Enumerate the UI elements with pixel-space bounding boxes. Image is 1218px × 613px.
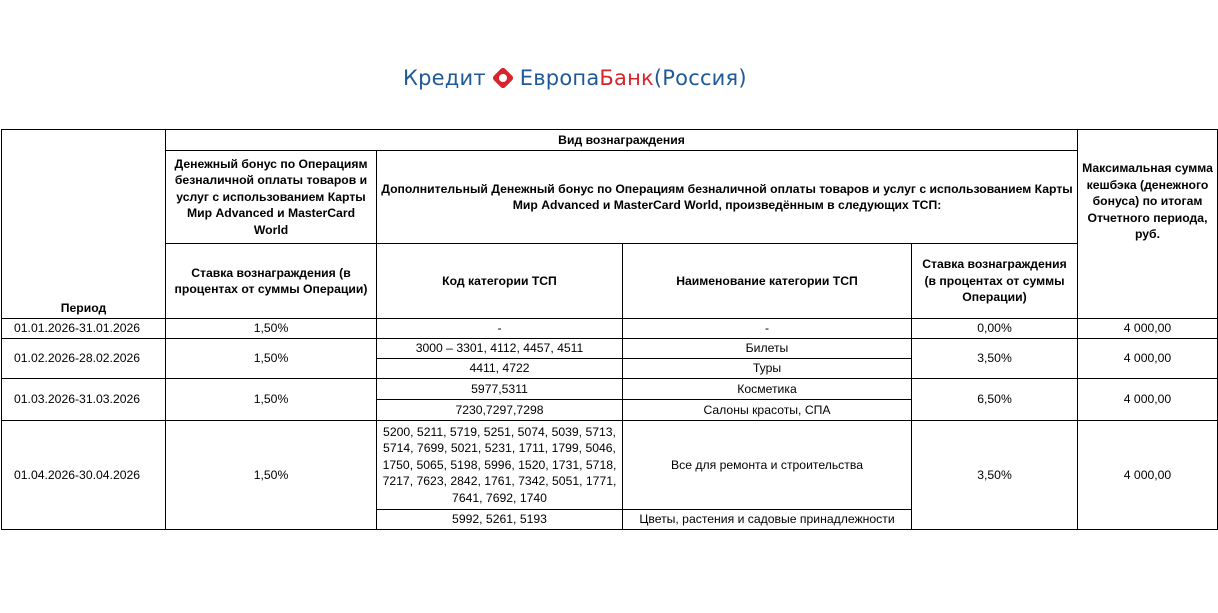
header-period: Период (2, 130, 166, 319)
header-base-rate: Ставка вознаграждения (в процентах от суммы Операции) (166, 244, 377, 319)
logo-text-credit: Кредит (403, 66, 486, 90)
extra-rate-cell: 0,00% (912, 319, 1078, 339)
mcc-name-cell: Салоны красоты, СПА (623, 400, 912, 421)
table-row (2, 421, 1218, 510)
base-rate-cell: 1,50% (166, 379, 377, 421)
mcc-code-cell: 4411, 4722 (377, 359, 623, 379)
mcc-code-cell: 3000 – 3301, 4112, 4457, 4511 (377, 339, 623, 359)
mcc-code-cell: 5977,5311 (377, 379, 623, 400)
base-rate-cell: 1,50% (166, 339, 377, 379)
cashback-table (1, 129, 1218, 530)
max-cashback-cell: 4 000,00 (1078, 319, 1218, 339)
logo-text-bank: Банк (599, 66, 654, 90)
max-cashback-cell: 4 000,00 (1078, 339, 1218, 379)
table-row (2, 379, 1218, 400)
extra-rate-cell: 3,50% (912, 421, 1078, 530)
header-reward-type: Вид вознаграждения (166, 130, 1078, 151)
header-max-cashback: Максимальная сумма кешбэка (денежного бонуса) по итогам Отчетного периода, руб. (1078, 130, 1218, 319)
mcc-code-cell: 7230,7297,7298 (377, 400, 623, 421)
mcc-name-cell: Билеты (623, 339, 912, 359)
base-rate-cell: 1,50% (166, 319, 377, 339)
mcc-name-cell: Косметика (623, 379, 912, 400)
bank-logo (403, 64, 747, 92)
base-rate-cell: 1,50% (166, 421, 377, 530)
period-cell: 01.02.2026-28.02.2026 (2, 339, 166, 379)
table-row (2, 319, 1218, 339)
period-cell: 01.03.2026-31.03.2026 (2, 379, 166, 421)
header-extra-bonus: Дополнительный Денежный бонус по Операциям безналичной оплаты товаров и услуг с использованием Карты Мир Advanced и MasterCard World, произведённым в следующих ТСП: (377, 151, 1078, 244)
logo-text-russia: (Россия) (653, 66, 747, 90)
mcc-code-cell: - (377, 319, 623, 339)
mcc-name-cell: Туры (623, 359, 912, 379)
extra-rate-cell: 3,50% (912, 339, 1078, 379)
mcc-name-cell: Все для ремонта и строительства (623, 421, 912, 510)
mcc-code-cell: 5200, 5211, 5719, 5251, 5074, 5039, 5713, 5714, 7699, 5021, 5231, 1711, 1799, 5046, 1750, 5065, 5198, 5996, 1520, 1731, 5718, 7217, 7623, 2842, 1761, 7342, 5051, 1771, 7641, 7692, 1740 (377, 421, 623, 510)
header-mcc-name: Наименование категории ТСП (623, 244, 912, 319)
header-extra-rate: Ставка вознаграждения (в процентах от суммы Операции) (912, 244, 1078, 319)
mcc-name-cell: - (623, 319, 912, 339)
logo-diamond-icon (492, 67, 514, 89)
max-cashback-cell: 4 000,00 (1078, 421, 1218, 530)
period-cell: 01.01.2026-31.01.2026 (2, 319, 166, 339)
extra-rate-cell: 6,50% (912, 379, 1078, 421)
logo-text-europa: Европа (519, 66, 600, 90)
header-mcc-code: Код категории ТСП (377, 244, 623, 319)
header-base-bonus: Денежный бонус по Операциям безналичной оплаты товаров и услуг с использованием Карты Мир Advanced и MasterCard World (166, 151, 377, 244)
mcc-name-cell: Цветы, растения и садовые принадлежности (623, 510, 912, 530)
period-cell: 01.04.2026-30.04.2026 (2, 421, 166, 530)
mcc-code-cell: 5992, 5261, 5193 (377, 510, 623, 530)
max-cashback-cell: 4 000,00 (1078, 379, 1218, 421)
table-row (2, 339, 1218, 359)
